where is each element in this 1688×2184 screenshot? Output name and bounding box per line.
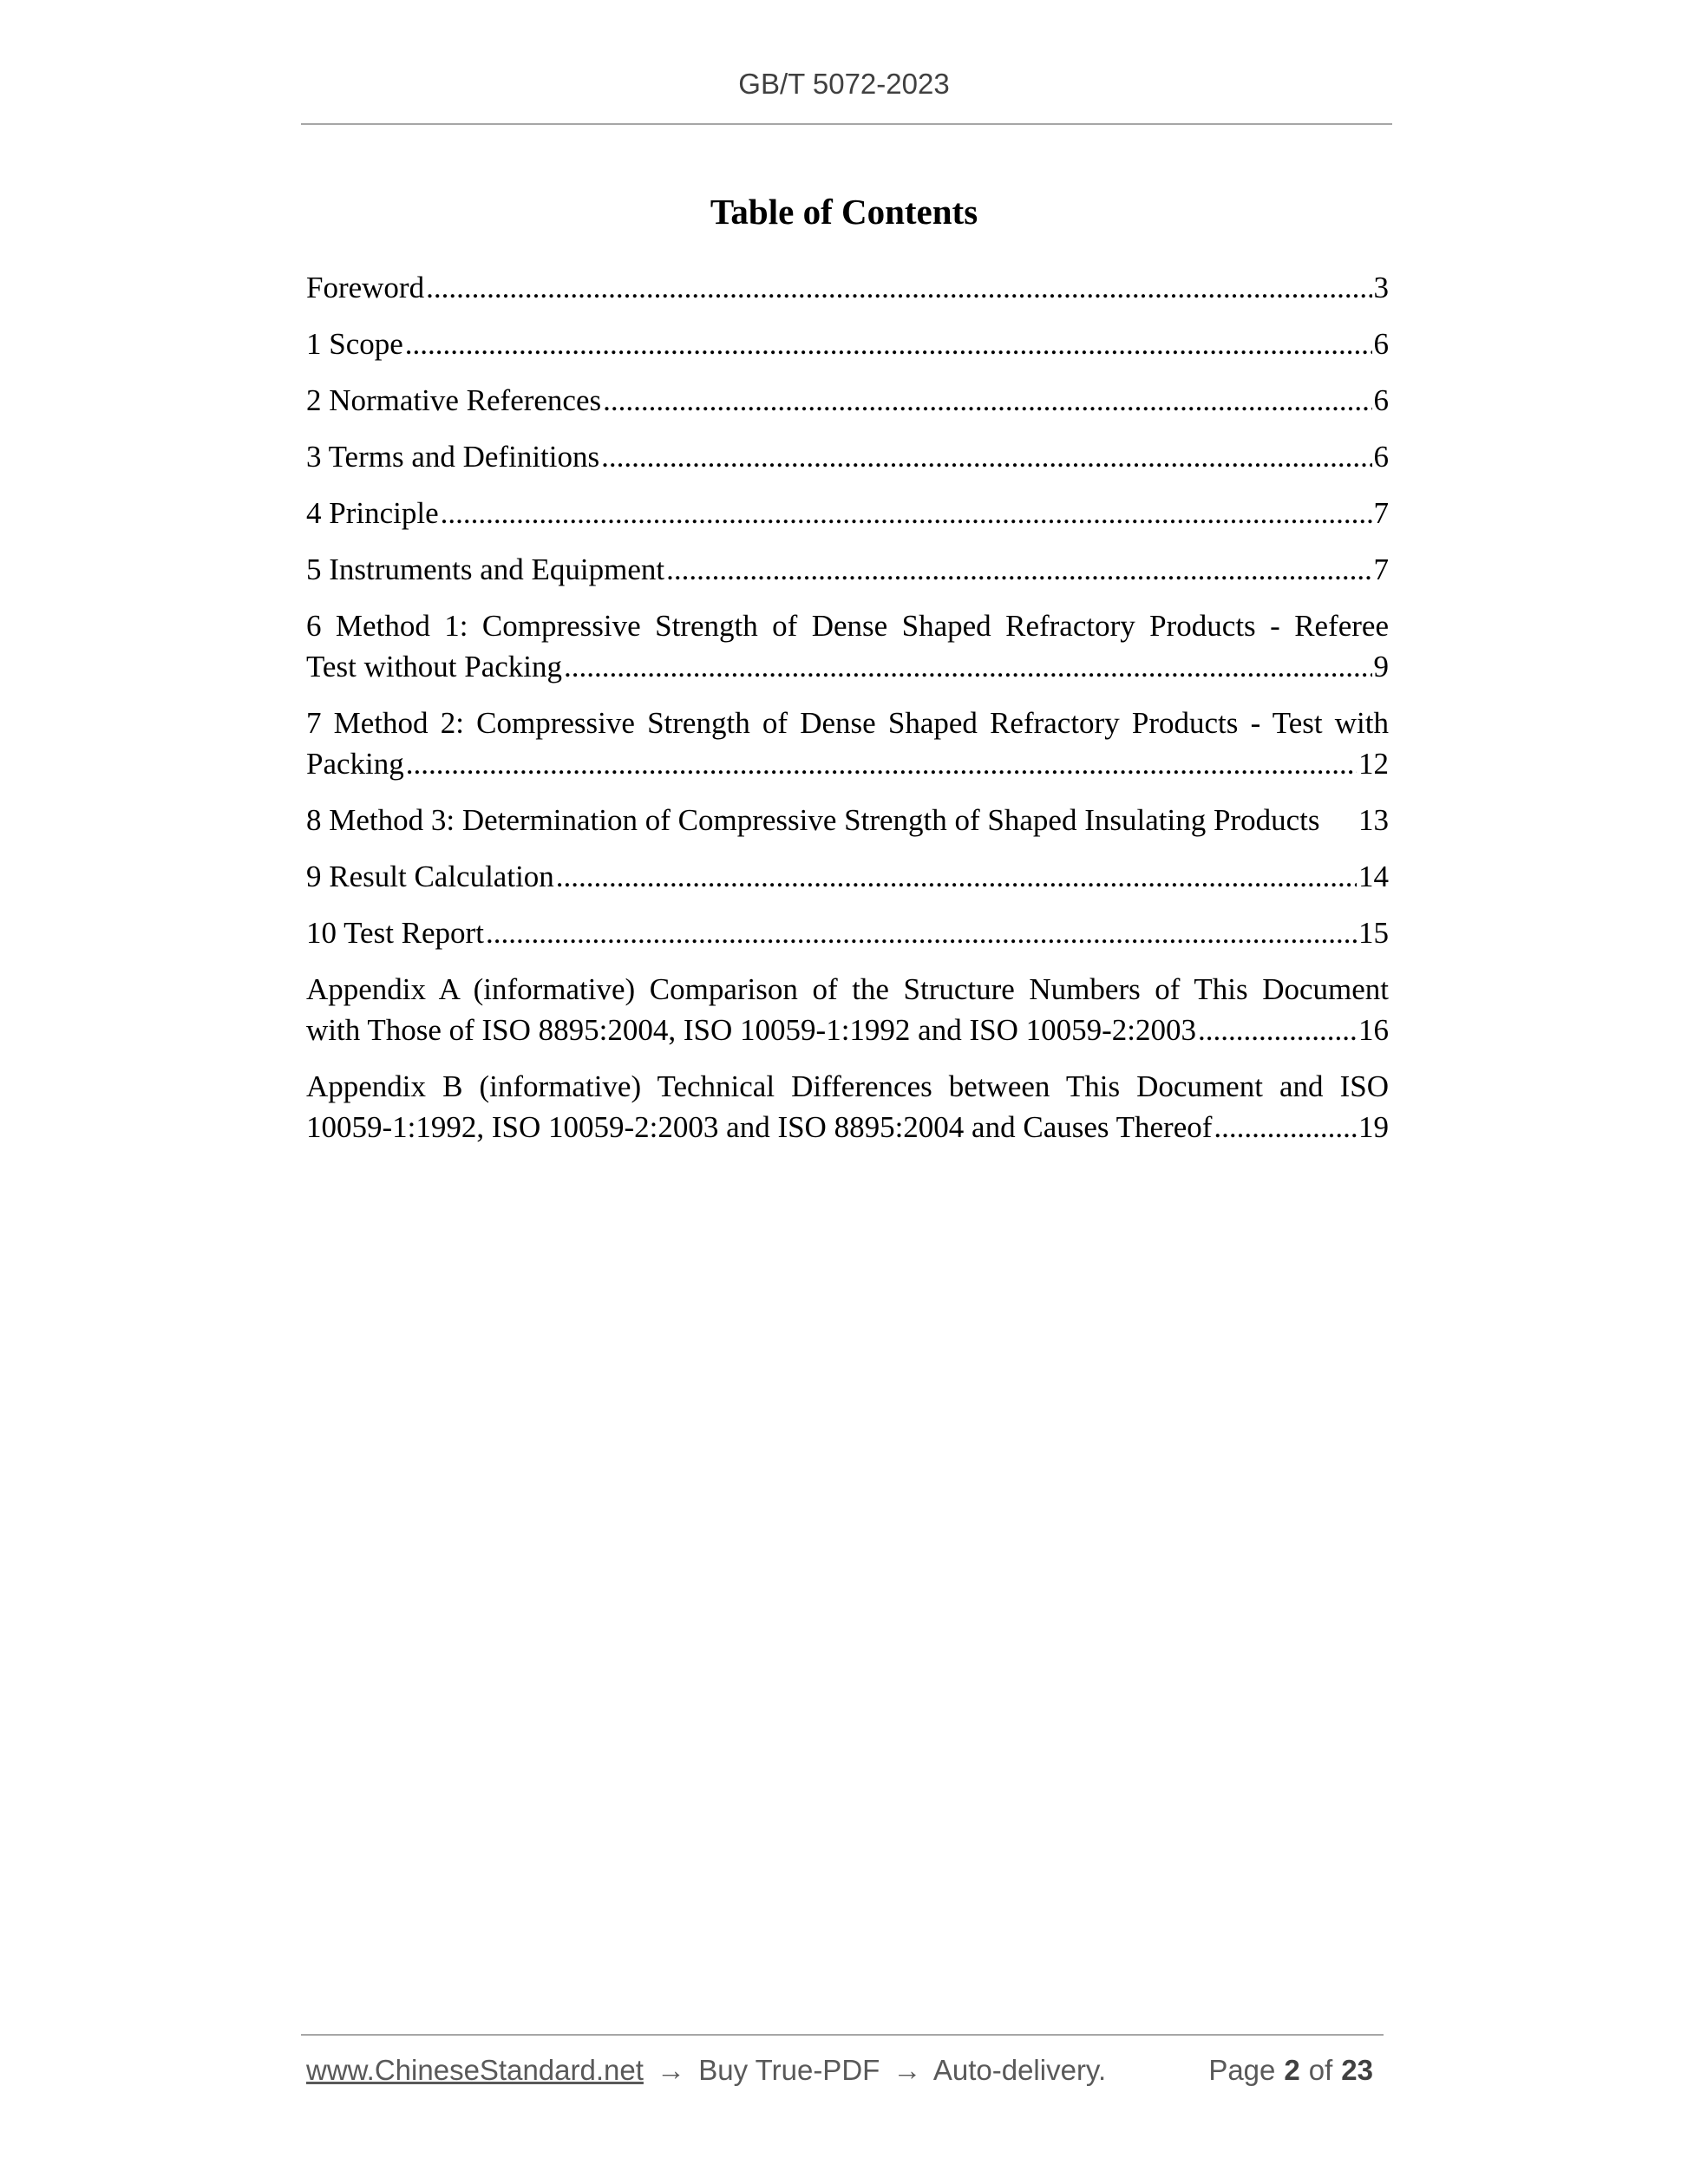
toc-entry-title-line: Appendix B (informative) Technical Differences between This Document and ISO — [306, 1069, 1389, 1103]
toc-entry[interactable] — [306, 380, 1389, 421]
toc-entry[interactable] — [306, 549, 1389, 590]
toc-entry-title: Foreword — [306, 271, 425, 304]
toc-leader-dots — [1198, 1010, 1357, 1050]
toc-entry-title-line: 7 Method 2: Compressive Strength of Dense Shaped Refractory Products - Test with — [306, 706, 1389, 740]
toc-leader-dots — [406, 743, 1357, 784]
toc-entry-title-line: Appendix A (informative) Comparison of the Structure Numbers of This Document — [306, 972, 1389, 1006]
buy-pdf-text: Buy True-PDF — [698, 2054, 880, 2086]
toc-entry[interactable] — [306, 969, 1389, 1050]
toc-entry[interactable] — [306, 493, 1389, 533]
toc-entry-title: 1 Scope — [306, 327, 403, 361]
toc-leader-dots — [1214, 1107, 1357, 1148]
current-page-number: 2 — [1284, 2054, 1300, 2086]
toc-page-number: 13 — [1358, 803, 1389, 837]
page-footer — [306, 2054, 1382, 2096]
page-counter — [1208, 2054, 1382, 2087]
toc-entry[interactable] — [306, 912, 1389, 953]
website-link[interactable]: www.ChineseStandard.net — [306, 2054, 644, 2086]
toc-entry-last-line — [306, 1107, 1389, 1148]
toc-page-number: 6 — [1373, 327, 1389, 361]
toc-leader-dots — [405, 324, 1372, 364]
toc-page-number: 6 — [1373, 440, 1389, 474]
header-divider — [301, 123, 1392, 125]
toc-entry-title: 5 Instruments and Equipment — [306, 553, 665, 586]
toc-entry-last-line — [306, 493, 1389, 533]
toc-page-number: 7 — [1373, 496, 1389, 530]
toc-page-number: 9 — [1373, 650, 1389, 683]
toc-entry-title: 2 Normative References — [306, 383, 602, 417]
toc-entry-title: 9 Result Calculation — [306, 860, 554, 893]
toc-leader-dots — [601, 436, 1371, 477]
toc-entry-last-line — [306, 267, 1389, 308]
toc-page-number: 16 — [1358, 1013, 1389, 1047]
toc-entry-title: 4 Principle — [306, 496, 439, 530]
toc-entry-last-line — [306, 380, 1389, 421]
toc-page-number: 3 — [1373, 271, 1389, 304]
toc-entry-last-line — [306, 646, 1389, 687]
toc-leader-dots — [426, 267, 1371, 308]
toc-entry[interactable] — [306, 856, 1389, 897]
toc-entry[interactable] — [306, 436, 1389, 477]
toc-leader-dots — [556, 856, 1357, 897]
toc-entry[interactable] — [306, 324, 1389, 364]
toc-entry[interactable] — [306, 1066, 1389, 1148]
toc-entry-last-line — [306, 743, 1389, 784]
toc-entry-last-line — [306, 324, 1389, 364]
footer-divider — [301, 2034, 1384, 2036]
toc-leader-dots — [603, 380, 1371, 421]
toc-entry[interactable] — [306, 605, 1389, 687]
toc-page-number: 19 — [1358, 1110, 1389, 1144]
toc-entry[interactable] — [306, 800, 1389, 840]
toc-leader-dots — [666, 549, 1371, 590]
toc-leader-dots — [441, 493, 1372, 533]
toc-page-number: 6 — [1373, 383, 1389, 417]
toc-entry[interactable] — [306, 267, 1389, 308]
toc-entry-title: with Those of ISO 8895:2004, ISO 10059-1:1992 and ISO 10059-2:2003 — [306, 1013, 1196, 1047]
toc-entry-title: 3 Terms and Definitions — [306, 440, 600, 474]
right-arrow-icon: → — [893, 2054, 922, 2086]
toc-entry-title: 10 Test Report — [306, 916, 484, 950]
toc-entry-last-line — [306, 912, 1389, 953]
toc-entry-last-line — [306, 436, 1389, 477]
of-label: of — [1308, 2054, 1333, 2086]
toc-entry-title: 8 Method 3: Determination of Compressive Strength of Shaped Insulating Products — [306, 803, 1320, 837]
toc-heading: Table of Contents — [710, 192, 978, 232]
right-arrow-icon: → — [657, 2054, 686, 2086]
footer-promo — [306, 2054, 1106, 2087]
toc-page-number: 12 — [1358, 747, 1389, 781]
toc-entry-title: Packing — [306, 747, 404, 781]
toc-leader-dots — [564, 646, 1371, 687]
toc-entry-last-line — [306, 549, 1389, 590]
toc-entry-title: Test without Packing — [306, 650, 563, 683]
toc-page-number: 15 — [1358, 916, 1389, 950]
toc-page-number: 7 — [1373, 553, 1389, 586]
total-pages-number: 23 — [1341, 2054, 1373, 2086]
page-label: Page — [1208, 2054, 1276, 2086]
toc-leader-dots — [486, 912, 1357, 953]
delivery-text: Auto-delivery. — [932, 2054, 1107, 2086]
table-of-contents — [306, 267, 1389, 1163]
toc-page-number: 14 — [1358, 860, 1389, 893]
document-code-header: GB/T 5072-2023 — [738, 68, 950, 100]
toc-entry-last-line — [306, 800, 1389, 840]
toc-entry-title-line: 6 Method 1: Compressive Strength of Dense Shaped Refractory Products - Referee — [306, 609, 1389, 643]
toc-entry[interactable] — [306, 703, 1389, 784]
toc-entry-last-line — [306, 856, 1389, 897]
toc-entry-last-line — [306, 1010, 1389, 1050]
toc-entry-title: 10059-1:1992, ISO 10059-2:2003 and ISO 8895:2004 and Causes Thereof — [306, 1110, 1213, 1144]
